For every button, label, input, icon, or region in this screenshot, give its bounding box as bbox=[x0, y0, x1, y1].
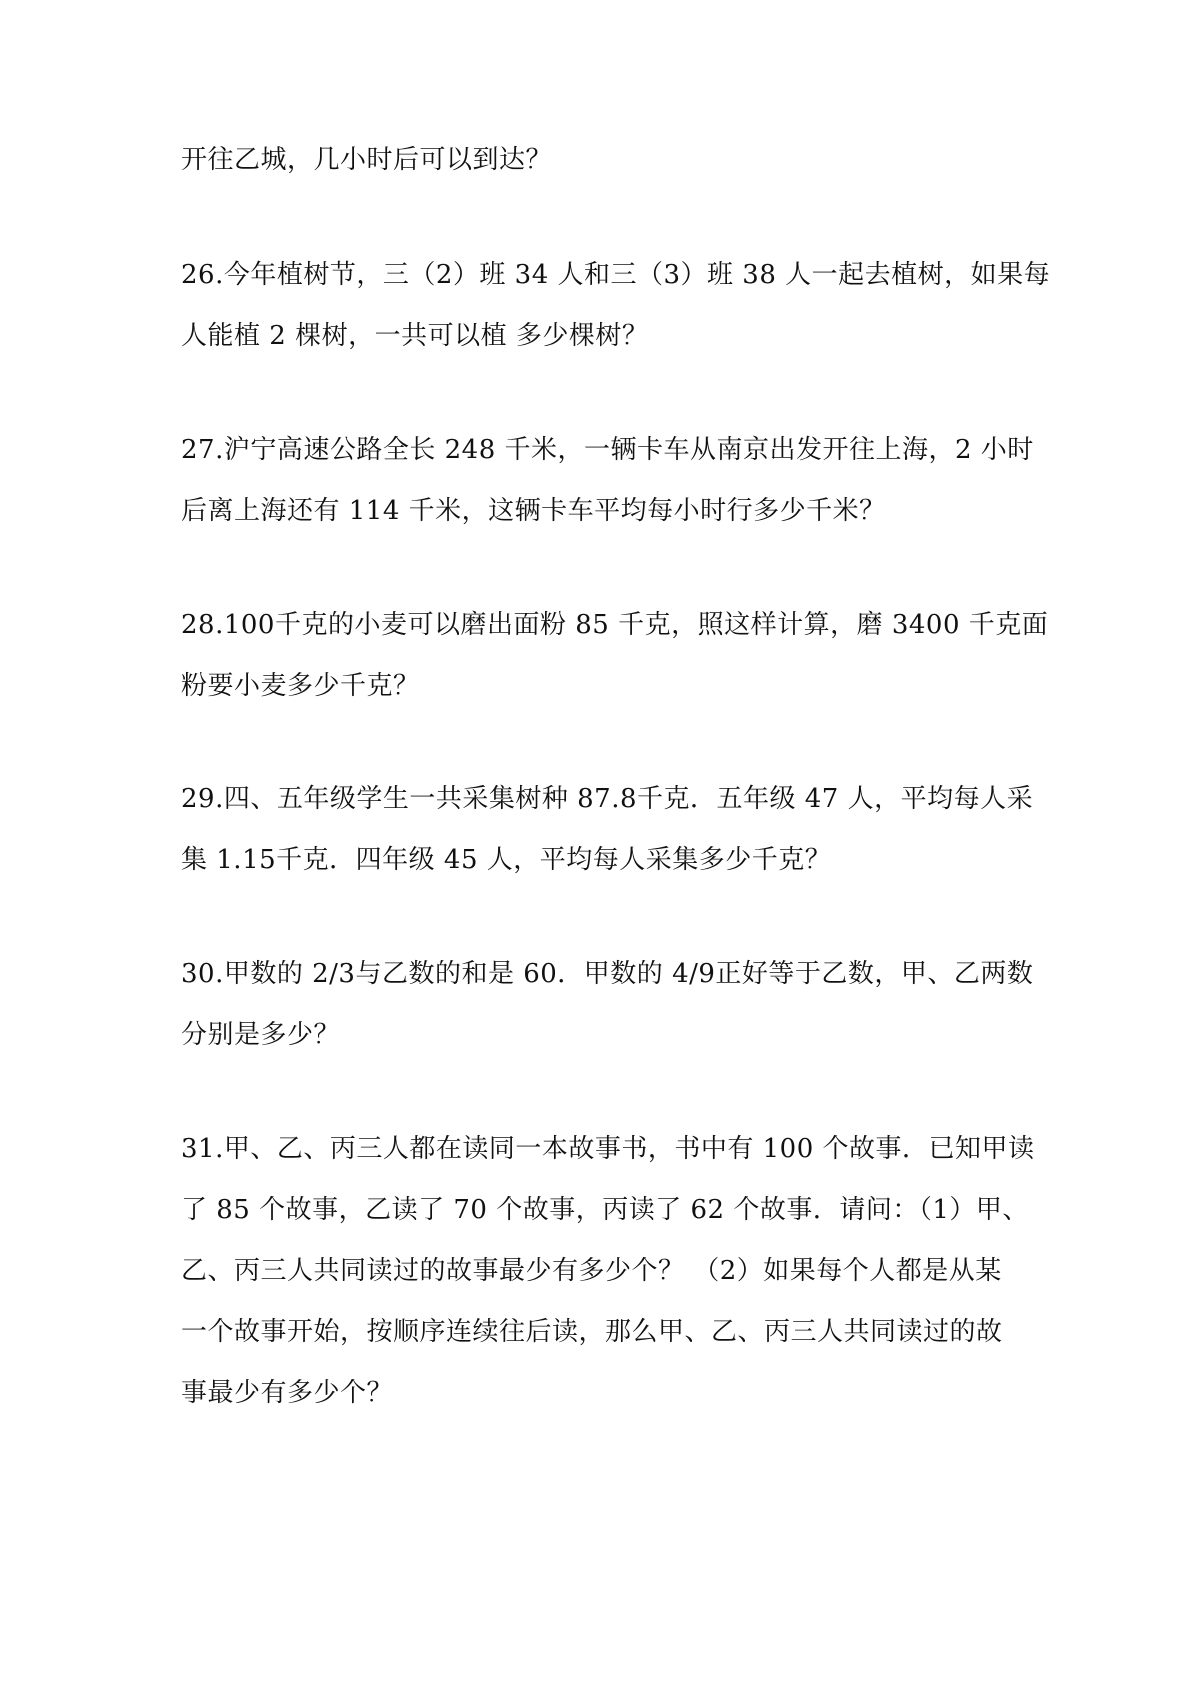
problem-28-line-2: 粉要小麦多少千克？ bbox=[181, 671, 420, 701]
problem-28-line-1: 28.100千克的小麦可以磨出面粉 85 千克，照这样计算，磨 3400 千克面 bbox=[181, 610, 1049, 640]
problem-31-line-5: 事最少有多少个？ bbox=[181, 1378, 394, 1408]
problem-29-line-1: 29.四、五年级学生一共采集树种 87.8千克．五年级 47 人，平均每人采 bbox=[181, 784, 1034, 814]
problem-30-line-1: 30.甲数的 2/3与乙数的和是 60．甲数的 4/9正好等于乙数，甲、乙两数 bbox=[181, 959, 1034, 989]
problem-31-line-2: 了 85 个故事，乙读了 70 个故事，丙读了 62 个故事．请问：（1）甲、 bbox=[181, 1195, 1029, 1225]
problem-31-line-3: 乙、丙三人共同读过的故事最少有多少个？ （2）如果每个人都是从某 bbox=[181, 1256, 1002, 1286]
problem-26-line-1: 26.今年植树节，三（2）班 34 人和三（3）班 38 人一起去植树，如果每 bbox=[181, 260, 1051, 290]
problem-30-line-2: 分别是多少？ bbox=[181, 1020, 341, 1050]
problem-31-line-4: 一个故事开始，按顺序连续往后读，那么甲、乙、丙三人共同读过的故 bbox=[181, 1317, 1003, 1347]
problem-29-line-2: 集 1.15千克．四年级 45 人，平均每人采集多少千克？ bbox=[181, 845, 832, 875]
continuation-line: 开往乙城，几小时后可以到达？ bbox=[181, 145, 553, 175]
problem-26-line-2: 人能植 2 棵树，一共可以植 多少棵树？ bbox=[181, 321, 649, 351]
problem-27-line-1: 27.沪宁高速公路全长 248 千米，一辆卡车从南京出发开往上海，2 小时 bbox=[181, 435, 1034, 465]
problem-31-line-1: 31.甲、乙、丙三人都在读同一本故事书，书中有 100 个故事．已知甲读 bbox=[181, 1134, 1035, 1164]
problem-27-line-2: 后离上海还有 114 千米，这辆卡车平均每小时行多少千米？ bbox=[181, 496, 886, 526]
